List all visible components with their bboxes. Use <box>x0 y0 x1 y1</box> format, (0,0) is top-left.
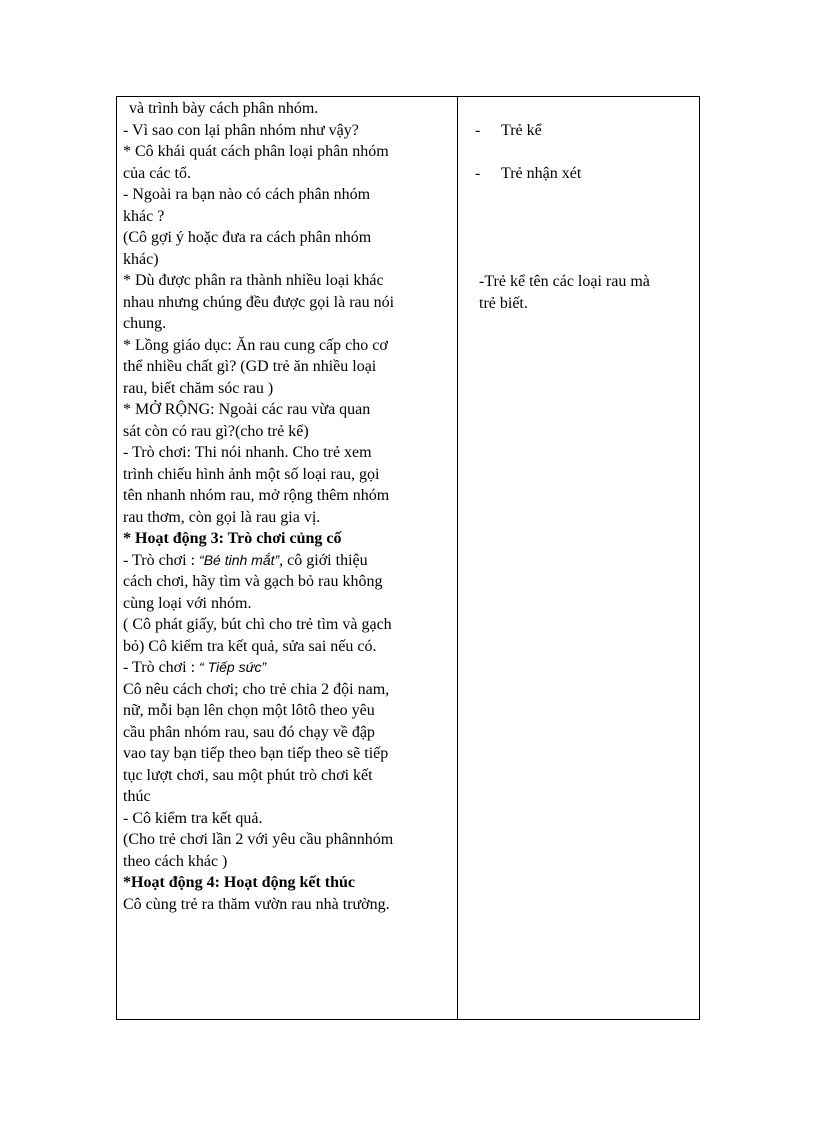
text-line: nhau nhưng chúng đều được gọi là rau nói <box>123 293 395 311</box>
text-line: cùng loại với nhóm. <box>123 594 252 612</box>
child-item-text: trẻ biết. <box>479 294 528 312</box>
bullet-dash: - <box>475 165 481 182</box>
text-line: theo cách khác ) <box>123 852 228 870</box>
text-line: nữ, mỗi bạn lên chọn một lôtô theo yêu <box>123 702 375 719</box>
text-fragment: , cô giới thiệu <box>279 551 368 569</box>
text-line <box>123 657 453 679</box>
lesson-table <box>116 96 700 1020</box>
text-line: rau thơm, còn gọi là rau gia vị. <box>123 508 321 526</box>
child-item-text: -Trẻ kể tên các loại rau mà <box>479 273 650 290</box>
text-line: Cô cùng trẻ ra thăm vườn rau nhà trường. <box>123 895 390 913</box>
text-line: sát còn có rau gì?(cho trẻ kể) <box>123 422 309 440</box>
text-line: (Cô gợi ý hoặc đưa ra cách phân nhóm <box>123 229 372 246</box>
text-line: và trình bày cách phân nhóm. <box>129 100 319 117</box>
section-heading: * Hoạt động 3: Trò chơi củng cố <box>123 530 342 547</box>
text-line: khác) <box>123 250 159 268</box>
text-line: chung. <box>123 315 167 332</box>
text-line: thúc <box>123 788 151 805</box>
text-line: trình chiếu hình ảnh một số loại rau, gọi <box>123 465 380 483</box>
activity-column <box>123 98 453 915</box>
text-line: cách chơi, hãy tìm và gạch bỏ rau không <box>123 573 383 590</box>
text-line: Cô nêu cách chơi; cho trẻ chia 2 đội nam, <box>123 680 390 698</box>
text-line: của các tổ. <box>123 164 191 182</box>
text-line: - Vì sao con lại phân nhóm như vậy? <box>123 121 359 139</box>
child-item-text: Trẻ nhận xét <box>501 165 582 182</box>
section-heading: *Hoạt động 4: Hoạt động kết thúc <box>123 874 356 891</box>
text-line: rau, biết chăm sóc rau ) <box>123 379 274 397</box>
text-line: - Trò chơi: Thi nói nhanh. Cho trẻ xem <box>123 444 372 461</box>
text-line: (Cho trẻ chơi lần 2 với yêu cầu phânnhóm <box>123 831 394 848</box>
text-line: cầu phân nhóm rau, sau đó chạy về đập <box>123 723 375 741</box>
text-line: tục lượt chơi, sau một phút trò chơi kết <box>123 766 373 784</box>
text-line: * Cô khái quát cách phân loại phân nhóm <box>123 143 389 160</box>
text-line: * Lồng giáo dục: Ăn rau cung cấp cho cơ <box>123 336 388 354</box>
game-name: “ Tiếp sức” <box>199 659 267 675</box>
column-divider <box>457 97 458 1019</box>
text-line: - Cô kiểm tra kết quả. <box>123 809 263 827</box>
text-fragment: - Trò chơi : <box>123 551 196 569</box>
text-line: - Ngoài ra bạn nào có cách phân nhóm <box>123 186 371 203</box>
bullet-dash: - <box>475 122 481 139</box>
text-line: * Dù được phân ra thành nhiều loại khác <box>123 272 384 289</box>
text-line: vao tay bạn tiếp theo bạn tiếp theo sẽ tiếp <box>123 745 389 762</box>
text-line: bỏ) Cô kiểm tra kết quả, sửa sai nếu có. <box>123 637 377 655</box>
child-item-text: Trẻ kể <box>501 122 542 139</box>
text-fragment: - Trò chơi : <box>123 659 196 676</box>
child-item <box>475 120 542 142</box>
text-line: ( Cô phát giấy, bút chì cho trẻ tìm và gạch <box>123 616 392 633</box>
text-line <box>123 550 453 572</box>
game-name: “Bé tinh mắt” <box>199 551 280 568</box>
text-line: thể nhiều chất gì? (GD trẻ ăn nhiều loại <box>123 358 377 375</box>
text-line: khác ? <box>123 207 165 225</box>
text-line: tên nhanh nhóm rau, mở rộng thêm nhóm <box>123 487 390 504</box>
text-line: * MỞ RỘNG: Ngoài các rau vừa quan <box>123 401 371 418</box>
child-item <box>475 163 581 185</box>
